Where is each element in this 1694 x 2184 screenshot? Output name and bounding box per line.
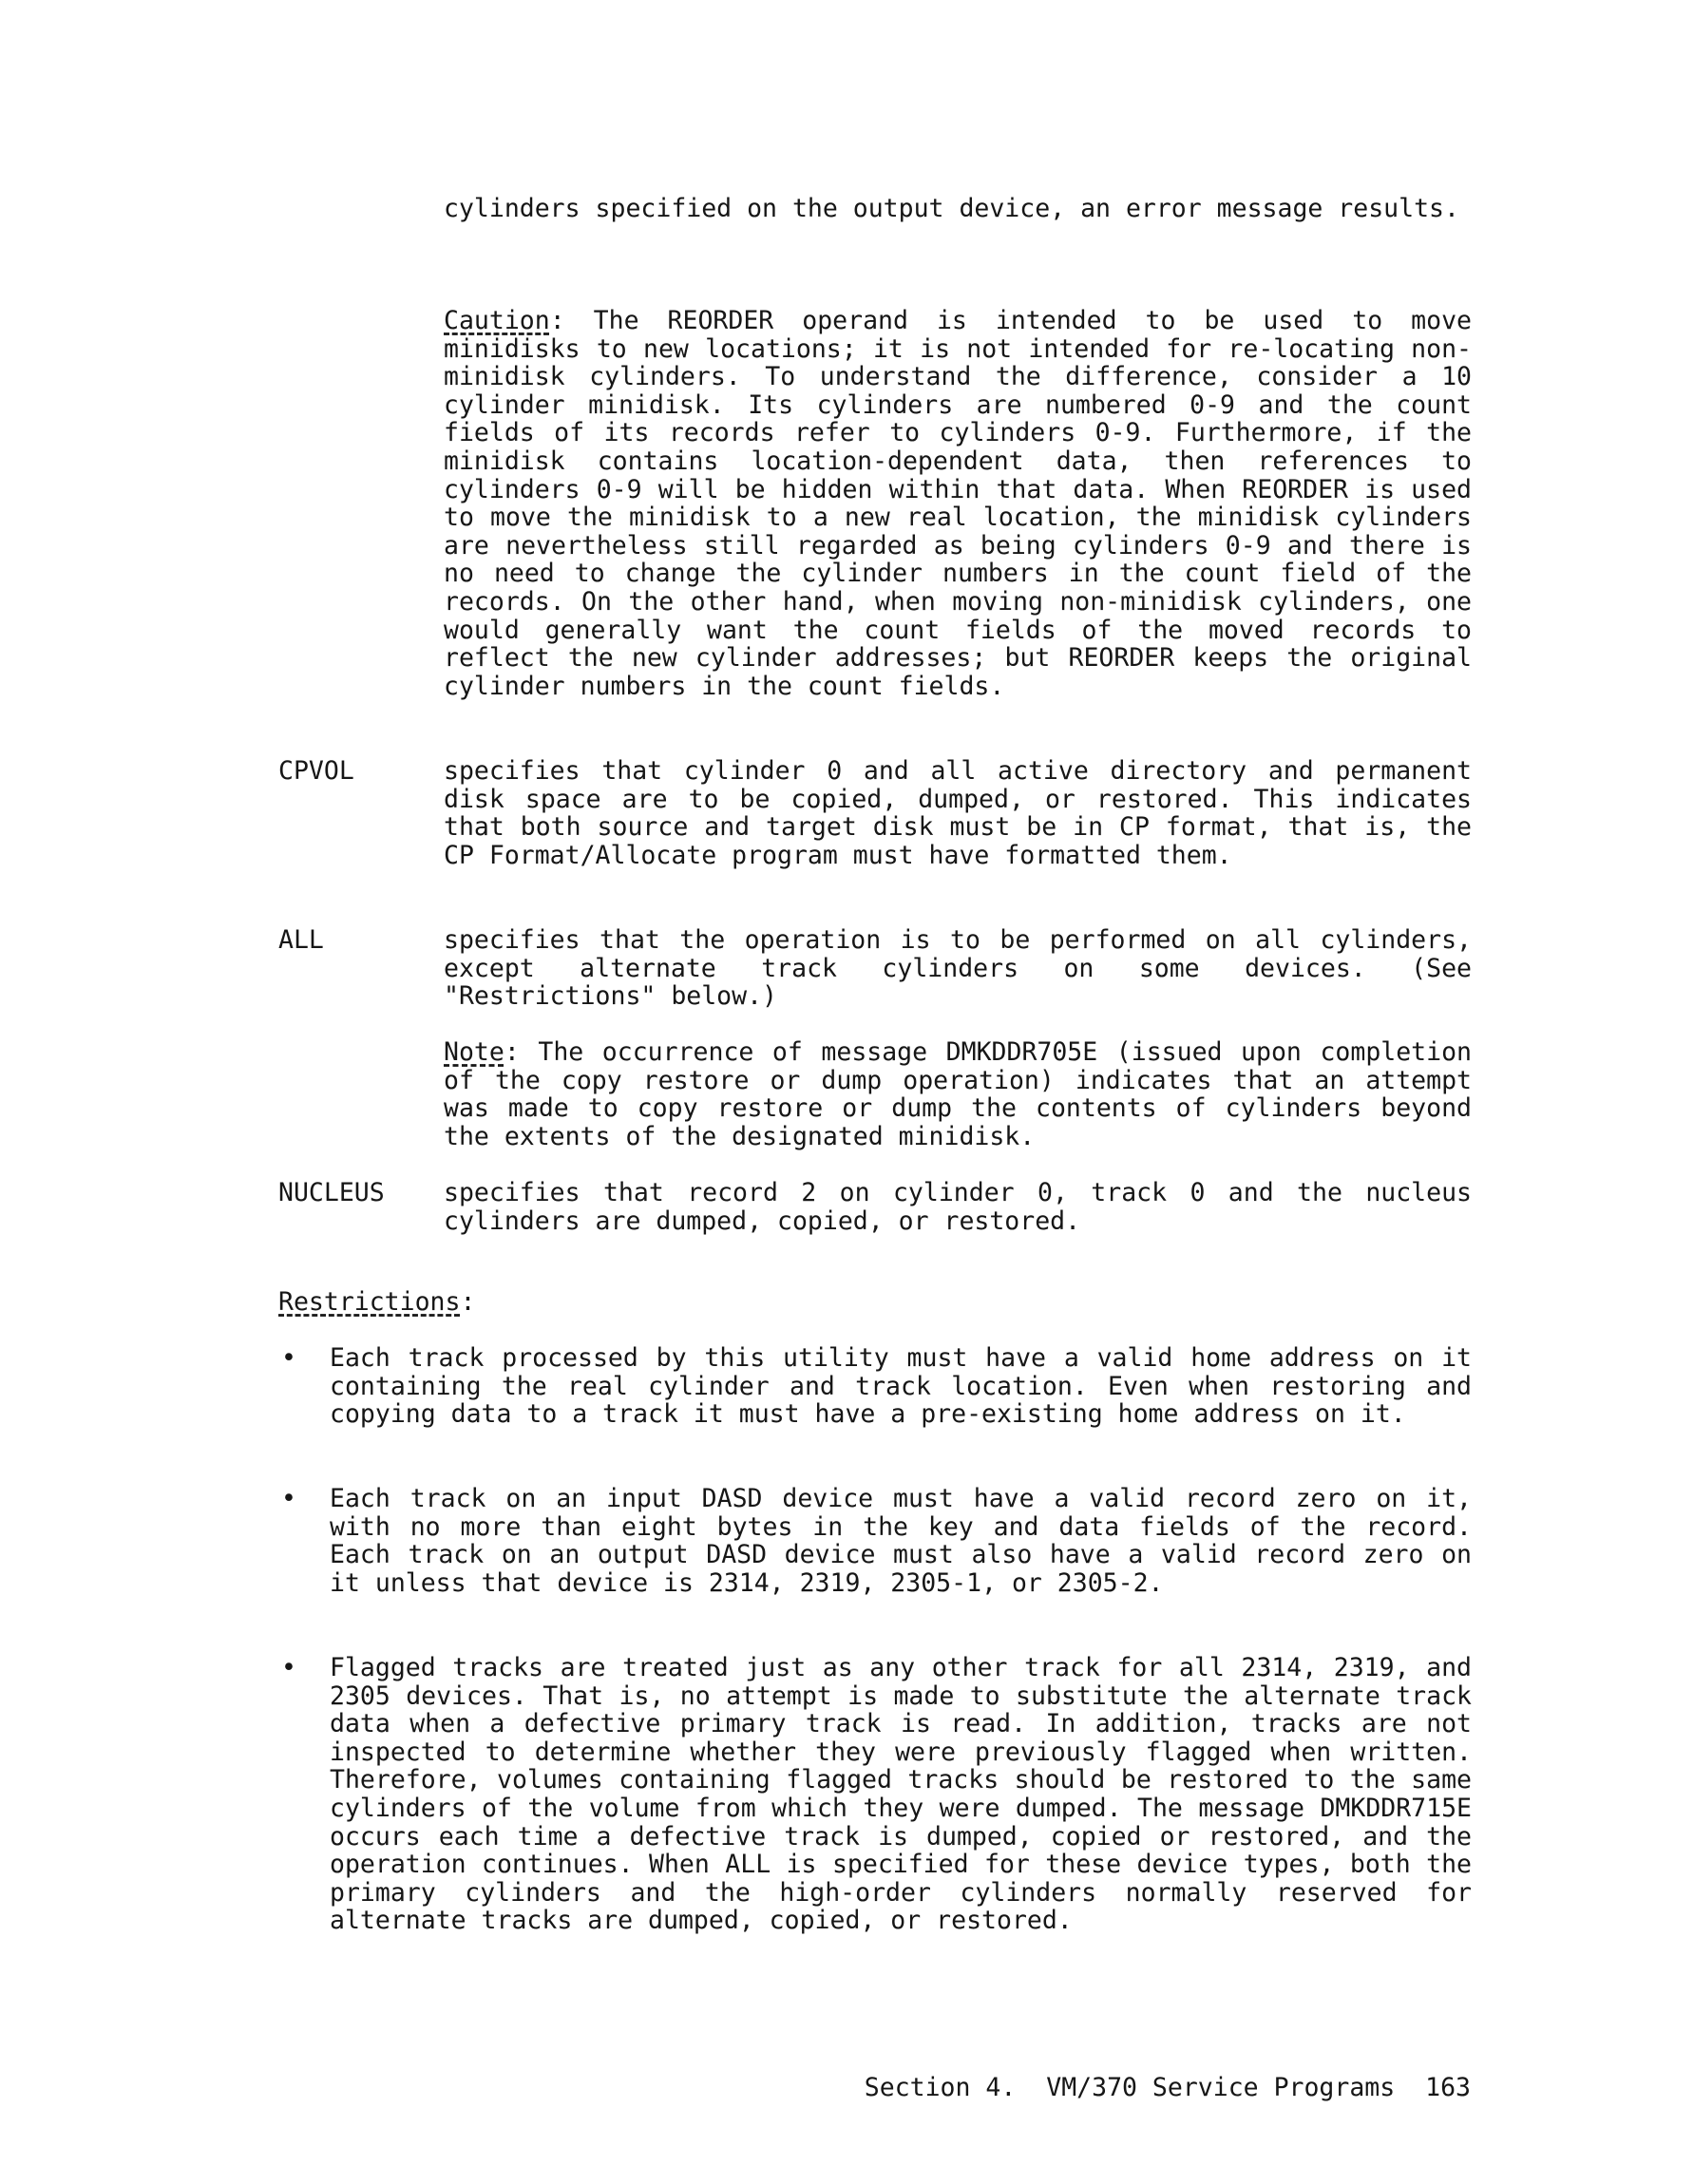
restriction-item: Each track processed by this utility must have a valid home address on it containing the real cylinder and track location. Even when restoring and copying data to a track it must have a pre-existing home address on it.	[330, 1343, 1487, 1430]
restriction-item: Flagged tracks are treated just as any other track for all 2314, 2319, and 2305 devices. That is, no attempt is made to substitute the alternate track data when a defective primary track is read. In addition, tracks are not inspected to determine whether they were previously flagged when written. Therefore, volumes containing flagged tracks should be restored to the same cylinders of the volume from which they were dumped. The message DMKDDR715E occurs each time a defective track is dumped, copied or restored, and the operation continues. When ALL is specified for these device types, both the primary cylinders and the high-order cylinders normally reserved for alternate tracks are dumped, copied, or restored.	[330, 1653, 1487, 1936]
page-number: 163	[1425, 2073, 1471, 2102]
footer-section: Section 4.	[864, 2073, 1017, 2102]
restrictions-heading	[278, 1288, 475, 1317]
note-paragraph	[444, 1037, 1487, 1151]
bullet-icon: •	[281, 1653, 296, 1682]
bullet-icon: •	[281, 1484, 296, 1513]
note-label: Note	[444, 1037, 504, 1067]
footer-title: VM/370 Service Programs	[1046, 2073, 1396, 2102]
restrictions-heading-text: Restrictions	[278, 1287, 461, 1317]
operand-term-nucleus: NUCLEUS	[278, 1178, 385, 1207]
caution-label: Caution	[444, 306, 550, 335]
page-footer	[865, 2074, 1471, 2102]
operand-desc-cpvol: specifies that cylinder 0 and all active directory and permanent disk space are to be copied, dumped, or restored. This indicates that both source and target disk must be in CP format, that is, the CP Format/Allocate program must have formatted them.	[444, 756, 1487, 870]
restrictions-heading-colon: :	[460, 1287, 476, 1317]
operand-term-cpvol: CPVOL	[278, 756, 354, 786]
operand-term-all: ALL	[278, 925, 324, 955]
continuation-paragraph: cylinders specified on the output device, an error message results.	[444, 194, 1459, 223]
caution-text: : The REORDER operand is intended to be used to move minidisks to new locations; it is not intended for re-locating non-minidisk cylinders. To understand the difference, consider a 10 cylinder minidisk. Its cylinders are numbered 0-9 and the count fields of its records refer to cylinders 0-9. Furthermore, if the minidisk contains location-dependent data, then references to cylinders 0-9 will be hidden within that data. When REORDER is used to move the minidisk to a new real location, the minidisk cylinders are nevertheless still regarded as being cylinders 0-9 and there is no need to change the cylinder numbers in the count field of the records. On the other hand, when moving non-minidisk cylinders, one would generally want the count fields of the moved records to reflect the new cylinder addresses; but REORDER keeps the original cylinder numbers in the count fields.	[444, 306, 1487, 701]
operand-desc-all: specifies that the operation is to be performed on all cylinders, except alternate track cylinders on some devices. (See "Restrictions" below.)	[444, 925, 1487, 1012]
operand-desc-nucleus: specifies that record 2 on cylinder 0, track 0 and the nucleus cylinders are dumped, copied, or restored.	[444, 1178, 1487, 1236]
bullet-icon: •	[281, 1343, 296, 1373]
note-text: : The occurrence of message DMKDDR705E (issued upon completion of the copy restore or dump operation) indicates that an attempt was made to copy restore or dump the contents of cylinders beyond the extents of the designated minidisk.	[444, 1037, 1487, 1151]
restriction-item: Each track on an input DASD device must have a valid record zero on it, with no more than eight bytes in the key and data fields of the record. Each track on an output DASD device must also have a valid record zero on it unless that device is 2314, 2319, 2305-1, or 2305-2.	[330, 1484, 1487, 1598]
caution-paragraph	[444, 306, 1487, 701]
